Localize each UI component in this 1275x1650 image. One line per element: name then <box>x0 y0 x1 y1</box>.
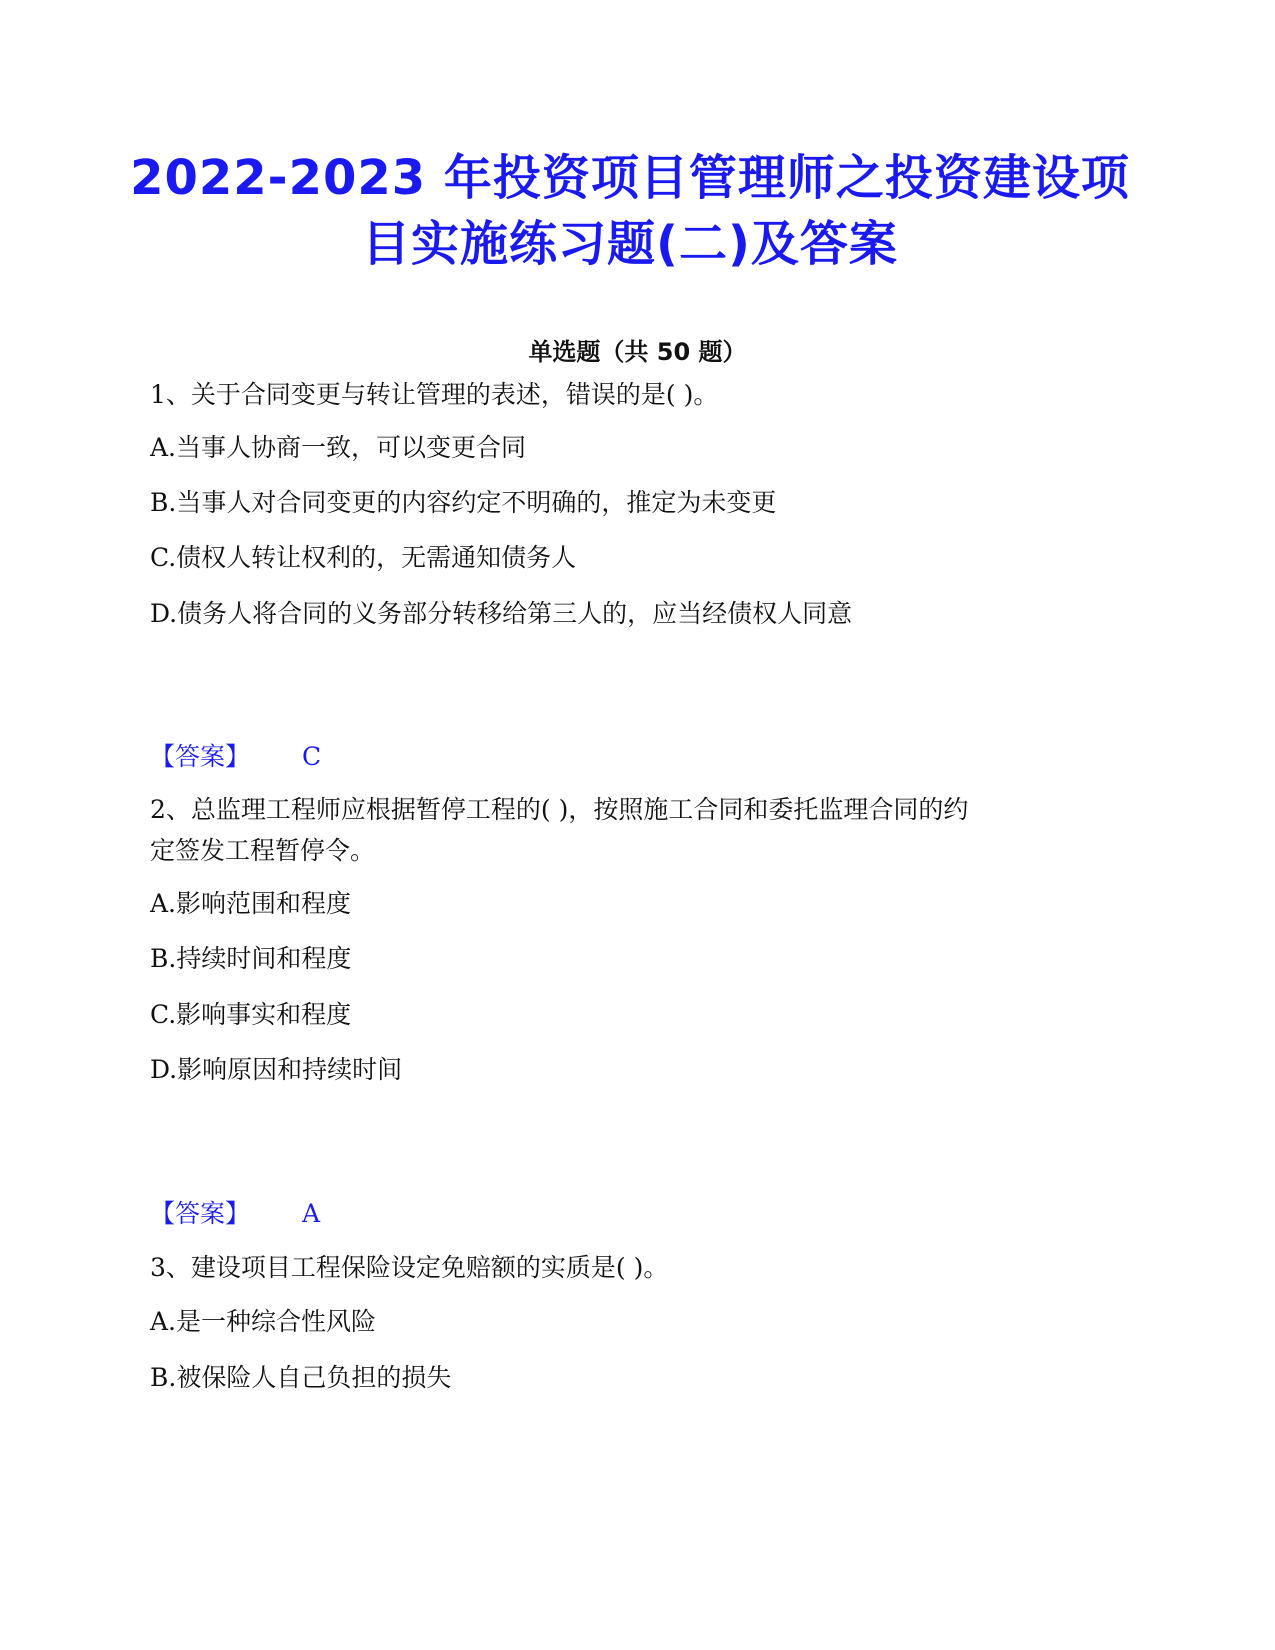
answer-label: 【答案】 <box>150 1199 251 1228</box>
answer-value: C <box>302 742 322 771</box>
question-1-stem: 1、关于合同变更与转让管理的表述，错误的是( )。 <box>150 380 719 409</box>
document-title <box>120 145 1140 277</box>
question-1-option-b: B.当事人对合同变更的内容约定不明确的，推定为未变更 <box>150 488 777 517</box>
answer-value: A <box>302 1199 321 1228</box>
question-2-answer <box>150 1194 320 1234</box>
question-1-option-a: A.当事人协商一致，可以变更合同 <box>150 433 527 462</box>
question-2-option-a: A.影响范围和程度 <box>150 889 352 918</box>
question-1-option-d: D.债务人将合同的义务部分转移给第三人的，应当经债权人同意 <box>150 599 853 628</box>
question-1-answer <box>150 737 321 777</box>
question-1-option-c: C.债权人转让权利的，无需通知债务人 <box>150 543 577 572</box>
answer-label: 【答案】 <box>150 742 251 771</box>
question-3-option-a: A.是一种综合性风险 <box>150 1307 377 1336</box>
document-title-line-1: 2022-2023 年投资项目管理师之投资建设项 <box>130 150 1130 206</box>
question-2-option-c: C.影响事实和程度 <box>150 1000 352 1029</box>
section-heading: 单选题（共 50 题） <box>528 338 747 366</box>
question-3-option-b: B.被保险人自己负担的损失 <box>150 1363 452 1392</box>
question-2-option-d: D.影响原因和持续时间 <box>150 1055 403 1084</box>
question-2-stem-line-1: 2、总监理工程师应根据暂停工程的( )，按照施工合同和委托监理合同的约 <box>150 795 969 824</box>
question-2-stem-line-2: 定签发工程暂停令。 <box>150 836 376 865</box>
question-3-stem: 3、建设项目工程保险设定免赔额的实质是( )。 <box>150 1253 669 1282</box>
document-title-line-2: 目实施练习题(二)及答案 <box>362 216 898 272</box>
question-2-option-b: B.持续时间和程度 <box>150 944 352 973</box>
